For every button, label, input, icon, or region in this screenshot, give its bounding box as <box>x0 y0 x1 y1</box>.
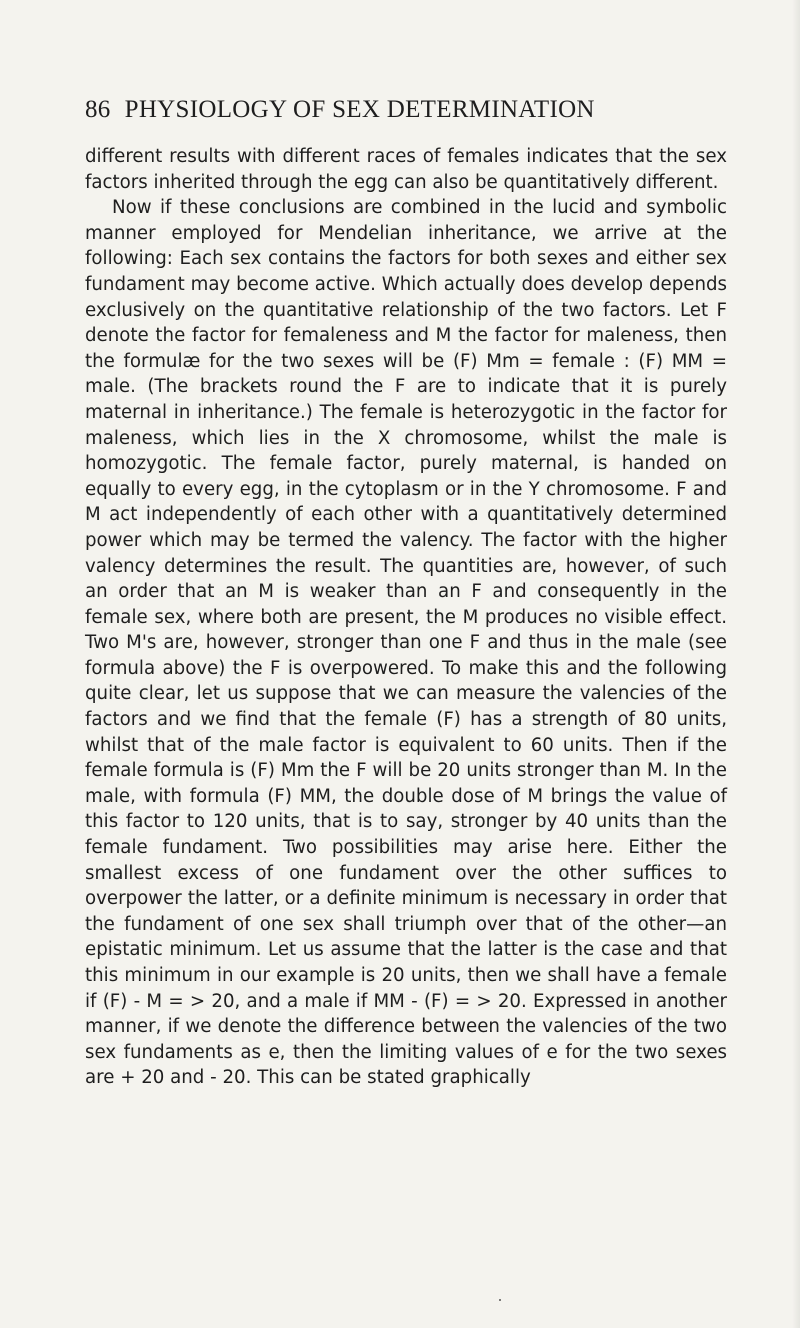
scan-speck <box>499 1299 501 1301</box>
body-text <box>85 144 727 1091</box>
running-title: PHYSIOLOGY OF SEX DETERMINATION <box>124 96 595 123</box>
paragraph: Now if these conclusions are combined in the lucid and symbolic manner employed for Mendelian inheritance, we arrive at the following: Each sex contains the factors for both sexes and either sex fundament may become active. Which actually does develop depends exclusively on the quantitative relationship of the two factors. Let F denote the factor for femaleness and M the factor for maleness, then the formulæ for the two sexes will be (F) Mm = female : (F) MM = male. (The brackets round the F are to indicate that it is purely maternal in inheritance.) The female is heterozygotic in the factor for maleness, which lies in the X chromosome, whilst the male is homozygotic. The female factor, purely maternal, is handed on equally to every egg, in the cytoplasm or in the Y chromosome. F and M act independently of each other with a quantitatively determined power which may be termed the valency. The factor with the higher valency determines the result. The quantities are, however, of such an order that an M is weaker than an F and consequently in the female sex, where both are present, the M produces no visible effect. Two M's are, however, stronger than one F and thus in the male (see formula above) the F is overpowered. To make this and the following quite clear, let us suppose that we can measure the valencies of the factors and we find that the female (F) has a strength of 80 units, whilst that of the male factor is equivalent to 60 units. Then if the female formula is (F) Mm the F will be 20 units stronger than M. In the male, with formula (F) MM, the double dose of M brings the value of this factor to 120 units, that is to say, stronger by 40 units than the female fundament. Two possibilities may arise here. Either the smallest excess of one fundament over the other suffices to overpower the latter, or a definite minimum is necessary in order that the fundament of one sex shall triumph over that of the other—an epistatic minimum. Let us assume that the latter is the case and that this minimum in our example is 20 units, then we shall have a female if (F) - M = > 20, and a male if MM - (F) = > 20. Expressed in another manner, if we denote the difference between the valencies of the two sex fundaments as e, then the limiting values of e for the two sexes are + 20 and - 20. This can be stated graphically <box>85 197 727 1089</box>
page-number: 86 <box>85 96 111 123</box>
paragraph-continued: different results with different races of females indicates that the sex factors inherited through the egg can also be quantitatively different. <box>85 146 727 193</box>
scan-edge-shadow <box>792 0 800 1328</box>
running-header <box>85 96 595 124</box>
